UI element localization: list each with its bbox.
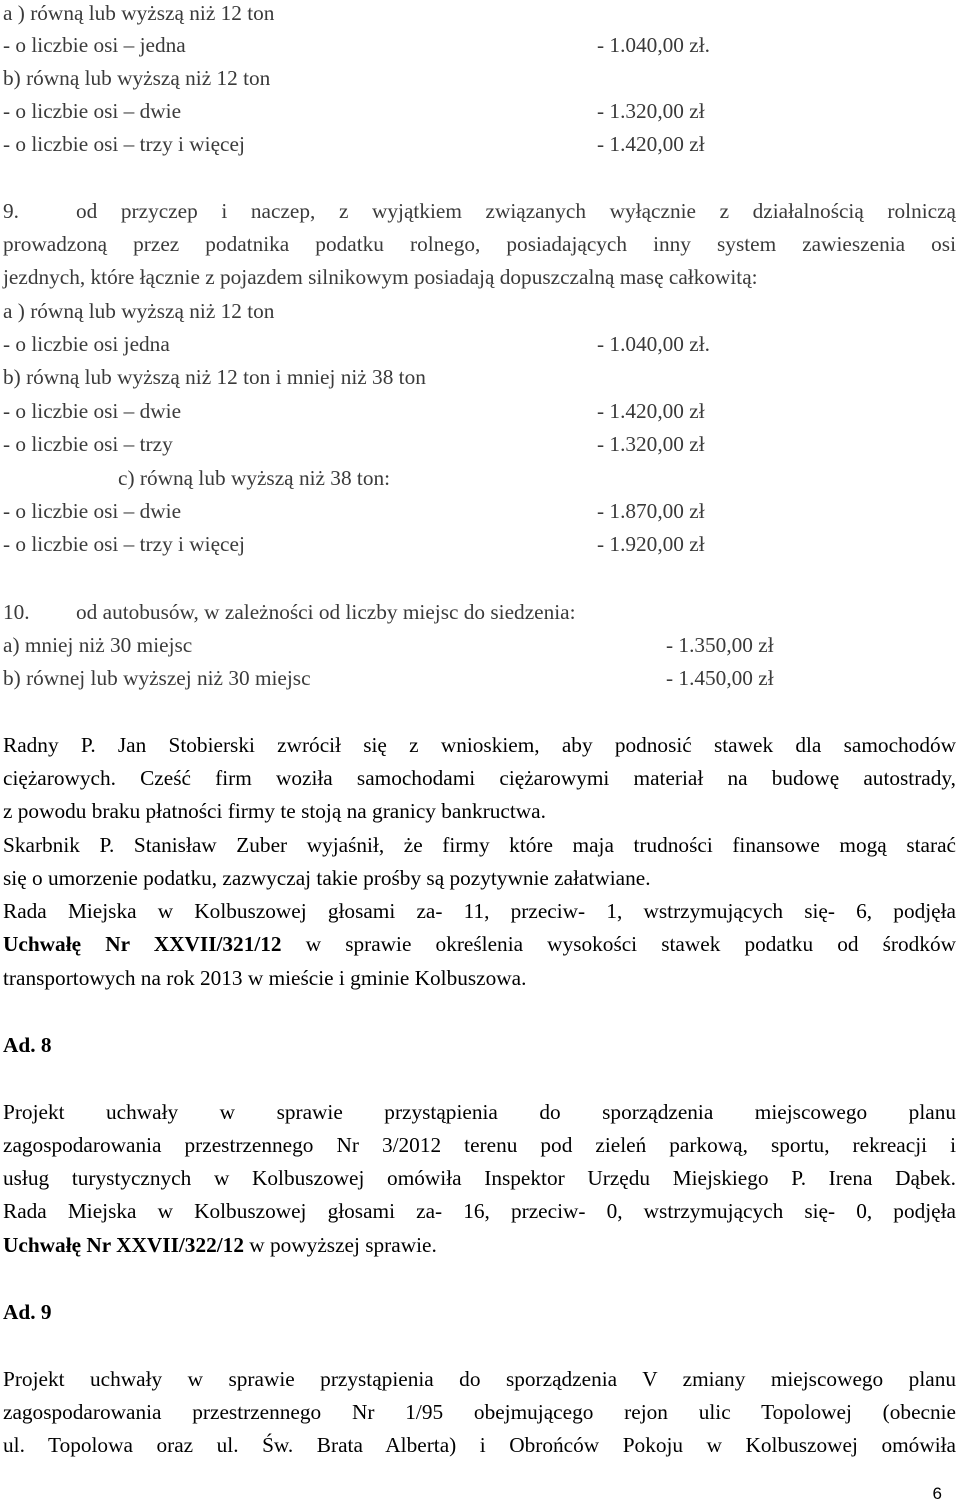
text-span: w sprawie określenia wysokości stawek podatku od środków — [305, 932, 956, 956]
text-line: - o liczbie osi jedna — [3, 332, 170, 356]
amount: - 1.920,00 zł — [597, 532, 705, 556]
text-line: a) mniej niż 30 miejsc — [3, 633, 193, 657]
amount: - 1.040,00 zł. — [597, 33, 710, 57]
text-line: Projekt uchwały w sprawie przystąpienia do sporządzenia V zmiany miejscowego planu — [3, 1367, 956, 1391]
text-line: jezdnych, które łącznie z pojazdem silnikowym posiadają dopuszczalną masę całkowitą: — [3, 265, 758, 289]
text-line: transportowych na rok 2013 w mieście i gminie Kolbuszowa. — [3, 966, 527, 990]
amount: - 1.450,00 zł — [666, 666, 774, 690]
text-line: prowadzoną przez podatnika podatku rolnego, posiadających inny system zawieszenia osi — [3, 232, 956, 256]
text-line: zagospodarowania przestrzennego Nr 3/2012 terenu pod zieleń parkową, sportu, rekreacji i — [3, 1133, 956, 1157]
text-line: b) równą lub wyższą niż 12 ton i mniej niż 38 ton — [3, 365, 426, 389]
text-line: Radny P. Jan Stobierski zwrócił się z wnioskiem, aby podnosić stawek dla samochodów — [3, 733, 956, 757]
text-line: usług turystycznych w Kolbuszowej omówiła Inspektor Urzędu Miejskiego P. Irena Dąbek. — [3, 1166, 956, 1190]
amount: - 1.320,00 zł — [597, 432, 705, 456]
text-line: Projekt uchwały w sprawie przystąpienia do sporządzenia miejscowego planu — [3, 1100, 956, 1124]
text-line: ul. Topolowa oraz ul. Św. Brata Alberta) i Obrońców Pokoju w Kolbuszowej omówiła — [3, 1433, 956, 1457]
page-number: 6 — [932, 1484, 942, 1503]
amount: - 1.420,00 zł — [597, 132, 705, 156]
amount: - 1.420,00 zł — [597, 399, 705, 423]
amount: - 1.870,00 zł — [597, 499, 705, 523]
section-heading: Ad. 9 — [3, 1300, 52, 1324]
text-line: c) równą lub wyższą niż 38 ton: — [118, 466, 391, 490]
text-line: zagospodarowania przestrzennego Nr 1/95 obejmującego rejon ulic Topolowej (obecnie — [3, 1400, 956, 1424]
resolution-number: Uchwałę Nr XXVII/321/12 — [3, 932, 282, 956]
section-heading: Ad. 8 — [3, 1033, 52, 1057]
text-line: Skarbnik P. Stanisław Zuber wyjaśnił, że firmy które maja trudności finansowe mogą starać — [3, 833, 956, 857]
resolution-number: Uchwałę Nr XXVII/322/12 — [3, 1233, 244, 1257]
text-line: z powodu braku płatności firmy te stoją na granicy bankructwa. — [3, 799, 546, 823]
text-line: b) równą lub wyższą niż 12 ton — [3, 66, 271, 90]
text-line: się o umorzenie podatku, zazwyczaj takie prośby są pozytywnie załatwiane. — [3, 866, 651, 890]
item-number: 10. — [3, 600, 30, 624]
text-line — [3, 1232, 437, 1258]
amount: - 1.350,00 zł — [666, 633, 774, 657]
amount: - 1.040,00 zł. — [597, 332, 710, 356]
text-span: w powyższej sprawie. — [249, 1233, 437, 1257]
text-line: - o liczbie osi – dwie — [3, 99, 182, 123]
text-line: Rada Miejska w Kolbuszowej głosami za- 16, przeciw- 0, wstrzymujących się- 0, podjęła — [3, 1199, 956, 1223]
text-line: od autobusów, w zależności od liczby miejsc do siedzenia: — [76, 600, 576, 624]
amount: - 1.320,00 zł — [597, 99, 705, 123]
text-line: a ) równą lub wyższą niż 12 ton — [3, 299, 275, 323]
text-line: - o liczbie osi – trzy i więcej — [3, 532, 245, 556]
item-number: 9. — [3, 199, 19, 223]
text-line: Rada Miejska w Kolbuszowej głosami za- 11, przeciw- 1, wstrzymujących się- 6, podjęła — [3, 899, 956, 923]
text-line: - o liczbie osi – trzy — [3, 432, 173, 456]
text-line: od przyczep i naczep, z wyjątkiem związanych wyłącznie z działalnością rolniczą — [76, 199, 956, 223]
text-line: ciężarowych. Cześć firm woziła samochodami ciężarowymi materiał na budowę autostrady, — [3, 766, 956, 790]
text-line: b) równej lub wyższej niż 30 miejsc — [3, 666, 311, 690]
text-line: - o liczbie osi – dwie — [3, 499, 182, 523]
text-line — [3, 931, 956, 957]
text-line: - o liczbie osi – jedna — [3, 33, 186, 57]
text-line: - o liczbie osi – dwie — [3, 399, 182, 423]
text-line: - o liczbie osi – trzy i więcej — [3, 132, 245, 156]
text-line: a ) równą lub wyższą niż 12 ton — [3, 1, 275, 25]
